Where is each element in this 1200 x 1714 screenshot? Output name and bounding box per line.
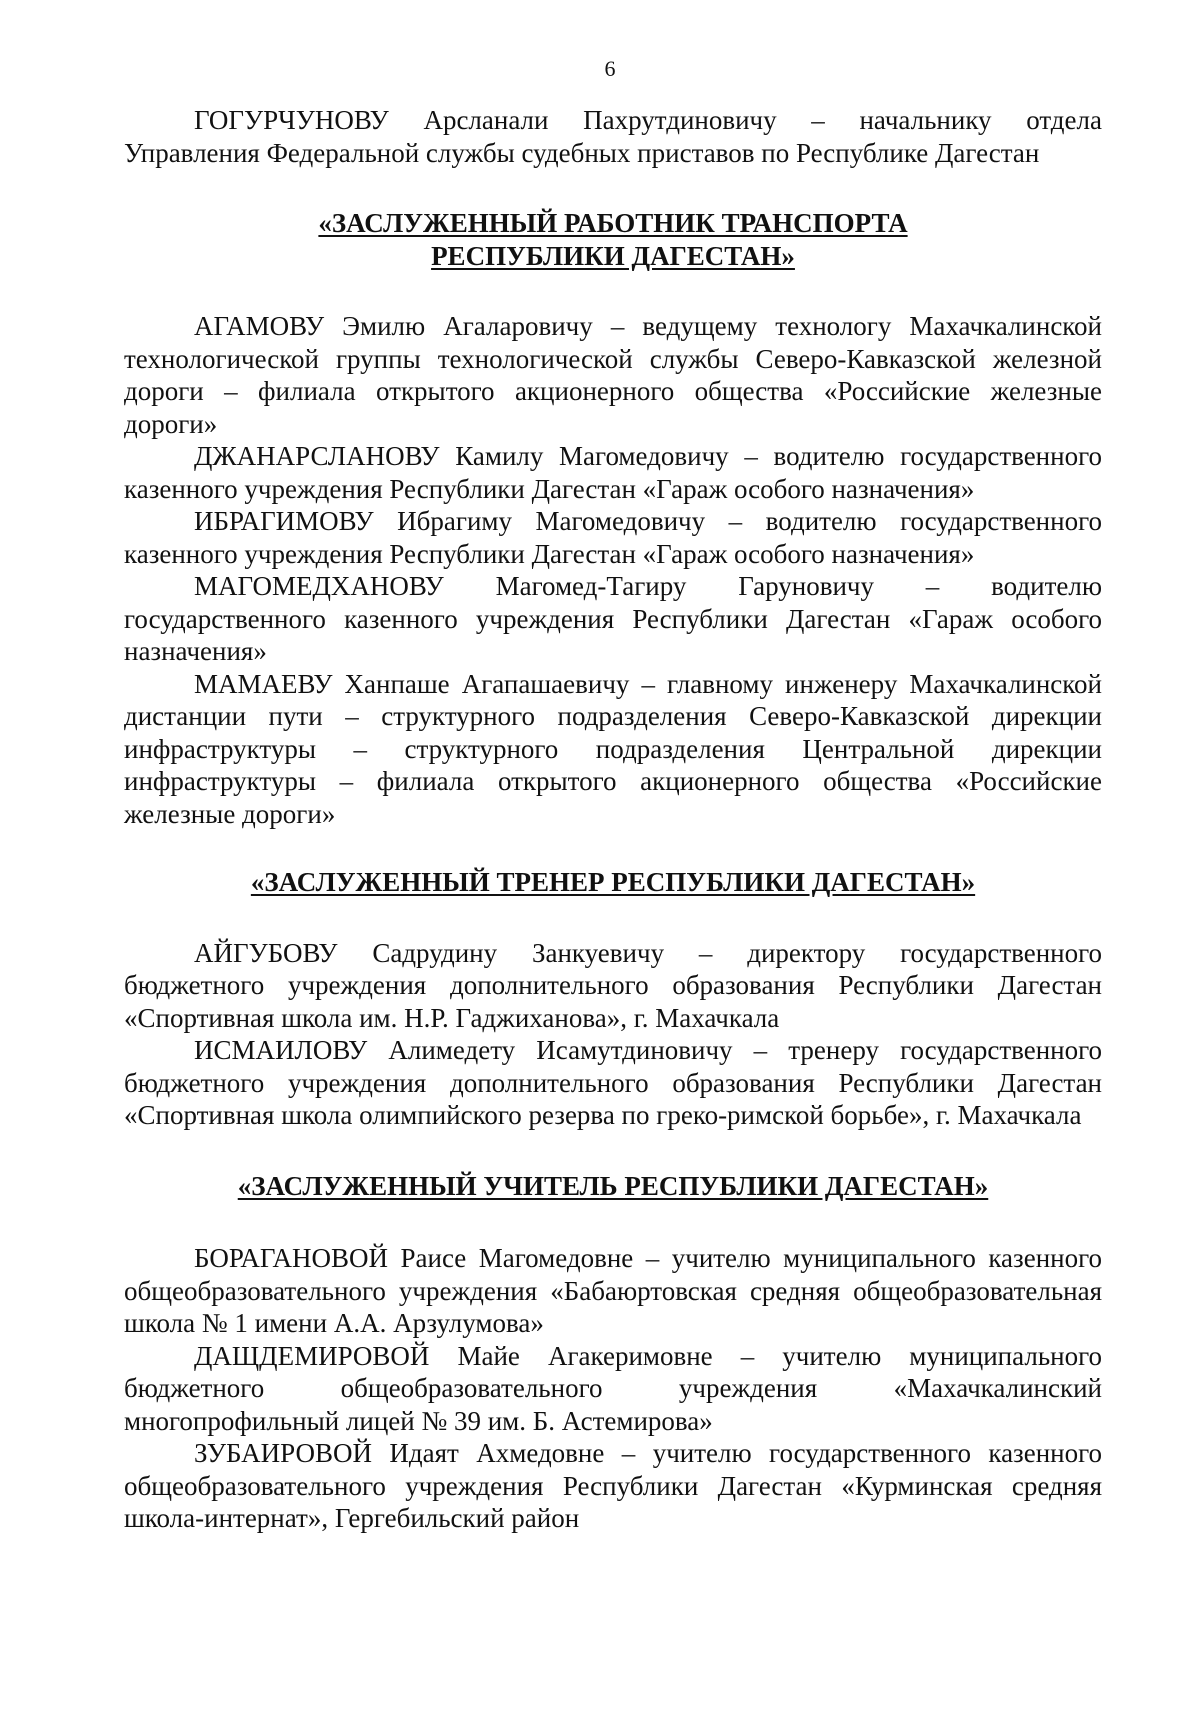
section-title-line: «ЗАСЛУЖЕННЫЙ ТРЕНЕР РЕСПУБЛИКИ ДАГЕСТАН» (250, 867, 976, 897)
award-recipient-paragraph: ГОГУРЧУНОВУ Арсланали Пахрутдиновичу – начальнику отдела Управления Федеральной службы судебных приставов по Республике Дагестан (124, 105, 1102, 168)
page-number: 6 (604, 56, 616, 81)
award-recipient-paragraph: ДЖАНАРСЛАНОВУ Камилу Магомедовичу – водителю государственного казенного учреждения Республики Дагестан «Гараж особого назначения» (124, 441, 1102, 504)
award-recipient-paragraph: ДАЩДЕМИРОВОЙ Майе Агакеримовне – учителю муниципального бюджетного общеобразовательного учреждения «Махачкалинский многопрофильный лицей № 39 им. Б. Астемирова» (124, 1340, 1102, 1436)
award-recipient-paragraph: АЙГУБОВУ Садрудину Занкуевичу – директору государственного бюджетного учреждения дополнительного образования Республики Дагестан «Спортивная школа им. Н.Р. Гаджиханова», г. Махачкала (124, 937, 1102, 1033)
section-title-teacher (124, 1170, 1102, 1203)
award-recipient-paragraph: ИСМАИЛОВУ Алимедету Исамутдиновичу – тренеру государственного бюджетного учреждения дополнительного образования Республики Дагестан «Спортивная школа олимпийского резерва по греко-римской борьбе», г. Махачкала (124, 1035, 1102, 1130)
section-title-line: «ЗАСЛУЖЕННЫЙ УЧИТЕЛЬ РЕСПУБЛИКИ ДАГЕСТАН» (237, 1170, 989, 1201)
section-title-line: РЕСПУБЛИКИ ДАГЕСТАН» (431, 240, 795, 271)
award-recipient-paragraph: ЗУБАИРОВОЙ Идаят Ахмедовне – учителю государственного казенного общеобразовательного учреждения Республики Дагестан «Курминская средняя школа-интернат», Гергебильский район (124, 1438, 1102, 1533)
section-title-transport (124, 207, 1102, 272)
award-recipient-paragraph: МАГОМЕДХАНОВУ Магомед-Тагиру Гаруновичу – водителю государственного казенного учреждения Республики Дагестан «Гараж особого назначения» (124, 571, 1102, 666)
award-recipient-paragraph: МАМАЕВУ Ханпаше Агапашаевичу – главному инженеру Махачкалинской дистанции пути – структурного подразделения Северо-Кавказской дирекции инфраструктуры – структурного подразделения Центральной дирекции инфраструктуры – филиала открытого акционерного общества «Российские железные дороги» (124, 668, 1102, 829)
document-body (124, 104, 1102, 1535)
section-title-line: «ЗАСЛУЖЕННЫЙ РАБОТНИК ТРАНСПОРТА (318, 208, 908, 238)
award-recipient-paragraph: БОРАГАНОВОЙ Раисе Магомедовне – учителю муниципального казенного общеобразовательного учреждения «Бабаюртовская средняя общеобразовательная школа № 1 имени А.А. Арзулумова» (124, 1243, 1102, 1338)
award-recipient-paragraph: ИБРАГИМОВУ Ибрагиму Магомедовичу – водителю государственного казенного учреждения Республики Дагестан «Гараж особого назначения» (124, 506, 1102, 569)
section-title-trainer (124, 866, 1102, 899)
award-recipient-paragraph: АГАМОВУ Эмилю Агаларовичу – ведущему технологу Махачкалинской технологической группы технологической службы Северо-Кавказской железной дороги – филиала открытого акционерного общества «Российские железные дороги» (124, 311, 1102, 439)
